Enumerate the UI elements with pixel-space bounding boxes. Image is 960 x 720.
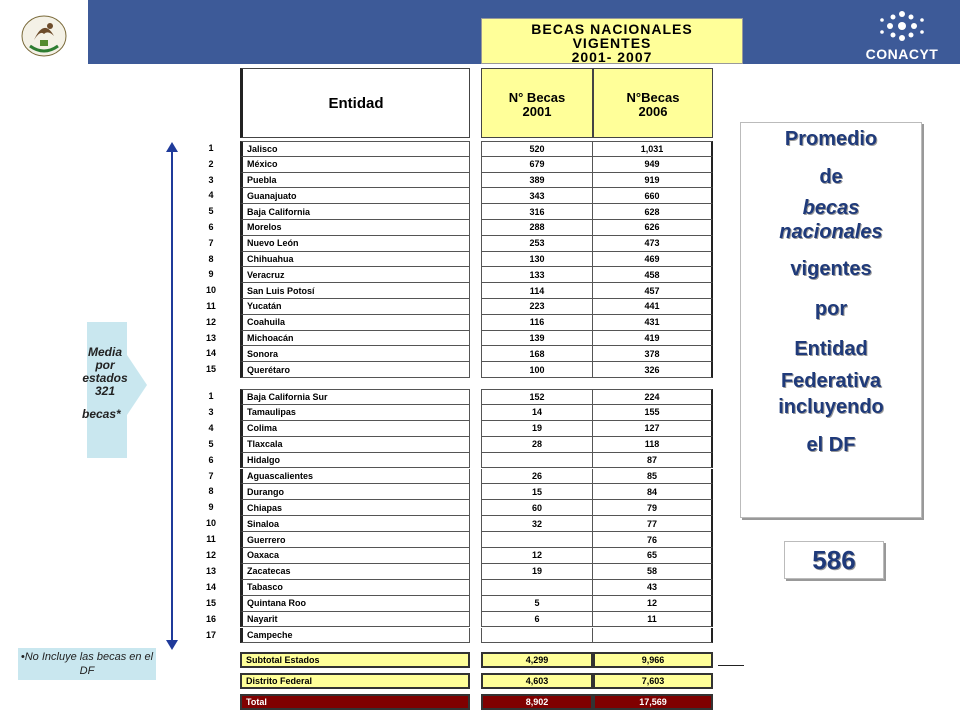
table-row-2006: 919 [593, 173, 713, 189]
table-row-2006: 473 [593, 236, 713, 252]
rank-number: 8 [208, 486, 214, 497]
table-row-2001: 100 [481, 362, 593, 378]
table-row-entidad: Chihuahua [240, 252, 470, 268]
conacyt-emblem-icon [852, 6, 952, 46]
table-row-entidad: Jalisco [240, 141, 470, 157]
table-row-2001: 60 [481, 500, 593, 516]
table-row-2001: 6 [481, 612, 593, 628]
table-row-2001: 253 [481, 236, 593, 252]
rank-number: 1 [208, 143, 214, 153]
table-row-2006: 1,031 [593, 141, 713, 157]
table-row-entidad: México [240, 157, 470, 173]
rank-number: 9 [208, 269, 214, 280]
table-row-2001: 316 [481, 204, 593, 220]
rank-number: 14 [205, 581, 216, 592]
table-row-2001: 133 [481, 267, 593, 283]
table-row-2001: 288 [481, 220, 593, 236]
rank-number: 6 [208, 222, 214, 232]
table-row-2006: 378 [593, 346, 713, 362]
table-row-2006: 65 [593, 548, 713, 564]
table-row-entidad: Nayarit [240, 612, 470, 628]
table-row-2001: 28 [481, 437, 593, 453]
promedio-line-4: nacionales [779, 221, 883, 243]
header-entidad [240, 68, 470, 138]
df-label: Distrito Federal [240, 673, 470, 689]
table-row-entidad: Sonora [240, 346, 470, 362]
rank-number: 8 [208, 253, 214, 264]
promedio-line-9: incluyendo [778, 396, 884, 418]
table-row-entidad: Querétaro [240, 362, 470, 378]
logo-text: CONACYT [865, 46, 939, 62]
rank-number: 15 [205, 364, 216, 375]
table-row-2001: 152 [481, 389, 593, 405]
table-row-2006: 127 [593, 421, 713, 437]
rank-number: 5 [208, 438, 214, 449]
rank-number: 13 [205, 565, 216, 576]
header-2006-line2: 2006 [638, 104, 668, 119]
table-row-2001: 15 [481, 484, 593, 500]
table-row-2001: 26 [481, 469, 593, 485]
table-row-2006: 660 [593, 188, 713, 204]
footnote-text: •No Incluye las becas en el DF [20, 651, 154, 677]
table-row-2006: 79 [593, 500, 713, 516]
table-row-entidad: Guanajuato [240, 188, 470, 204]
table-row-entidad: Michoacán [240, 331, 470, 347]
rank-number: 16 [205, 613, 216, 624]
table-row-2001: 32 [481, 516, 593, 532]
table-row-2001 [481, 628, 593, 644]
title-line-1: BECAS NACIONALES [531, 21, 693, 37]
table-row-2001: 343 [481, 188, 593, 204]
range-arrow-icon [162, 140, 182, 652]
promedio-box [740, 122, 922, 518]
promedio-line-10: el DF [806, 434, 856, 456]
table-row-2006: 457 [593, 283, 713, 299]
table-row-entidad: Aguascalientes [240, 469, 470, 485]
table-row-2006: 77 [593, 516, 713, 532]
slide-title [481, 18, 743, 64]
table-row-entidad: Campeche [240, 628, 470, 644]
table-row-2006: 43 [593, 580, 713, 596]
rank-number: 2 [208, 158, 214, 169]
header-2001-line2: 2001 [522, 104, 552, 119]
rank-number: 4 [208, 422, 214, 433]
table-row-2001: 12 [481, 548, 593, 564]
table-row-entidad: San Luis Potosí [240, 283, 470, 299]
table-row-2006 [593, 628, 713, 644]
header-2001 [481, 68, 593, 138]
table-row-2001: 114 [481, 283, 593, 299]
mexico-seal-icon [0, 0, 88, 64]
table-row-2006: 419 [593, 331, 713, 347]
rank-number: 1 [208, 391, 214, 401]
table-row-entidad: Puebla [240, 173, 470, 189]
rank-number: 10 [205, 518, 216, 529]
table-row-2001 [481, 532, 593, 548]
table-row-2001: 19 [481, 421, 593, 437]
table-row-entidad: Veracruz [240, 267, 470, 283]
table-row-2006: 628 [593, 204, 713, 220]
table-row-2006: 87 [593, 453, 713, 469]
rank-number: 12 [205, 550, 216, 560]
total-2006: 17,569 [593, 694, 713, 710]
table-row-2006: 431 [593, 315, 713, 331]
promedio-value [784, 541, 884, 579]
rank-number: 11 [206, 534, 216, 545]
table-row-entidad: Yucatán [240, 299, 470, 315]
table-row-entidad: Sinaloa [240, 516, 470, 532]
table-row-entidad: Durango [240, 484, 470, 500]
rank-number: 7 [208, 237, 214, 248]
table-row-entidad: Quintana Roo [240, 596, 470, 612]
rank-number: 12 [205, 316, 216, 327]
seal-area [0, 0, 88, 64]
promedio-line-1: Promedio [784, 128, 878, 150]
table-row-2006: 85 [593, 469, 713, 485]
table-row-2006: 155 [593, 405, 713, 421]
table-row-entidad: Tamaulipas [240, 405, 470, 421]
table-row-entidad: Baja California [240, 204, 470, 220]
rank-number: 14 [205, 348, 216, 359]
table-row-entidad: Nuevo León [240, 236, 470, 252]
promedio-line-5: vigentes [790, 258, 872, 280]
rank-number: 15 [205, 597, 216, 608]
rank-number: 3 [208, 406, 214, 417]
media-line-1: Media [87, 345, 122, 359]
table-row-2006: 326 [593, 362, 713, 378]
header-2006 [593, 68, 713, 138]
table-row-2006: 458 [593, 267, 713, 283]
media-line-3: estados [82, 371, 128, 385]
table-row-2001 [481, 580, 593, 596]
table-row-2006: 224 [593, 389, 713, 405]
table-row-entidad: Oaxaca [240, 548, 470, 564]
table-row-entidad: Tlaxcala [240, 437, 470, 453]
media-line-6: becas* [82, 407, 121, 421]
table-row-2001: 14 [481, 405, 593, 421]
promedio-line-6: por [814, 298, 848, 320]
table-row-2001: 139 [481, 331, 593, 347]
media-text [72, 346, 138, 421]
table-row-2001: 520 [481, 141, 593, 157]
table-row-2006: 76 [593, 532, 713, 548]
table-row-2001 [481, 453, 593, 469]
table-row-entidad: Hidalgo [240, 453, 470, 469]
table-row-2006: 469 [593, 252, 713, 268]
promedio-line-2: de [819, 166, 843, 188]
table-row-entidad: Guerrero [240, 532, 470, 548]
media-line-2: por [95, 358, 115, 372]
table-row-entidad: Baja California Sur [240, 389, 470, 405]
table-row-2006: 84 [593, 484, 713, 500]
table-row-2006: 118 [593, 437, 713, 453]
table-row-entidad: Colima [240, 421, 470, 437]
table-row-2001: 130 [481, 252, 593, 268]
title-line-3: 2001- 2007 [571, 49, 653, 65]
rank-number: 17 [205, 629, 216, 640]
promedio-line-7: Entidad [794, 338, 868, 360]
header-2001-line1: N° Becas [508, 90, 566, 105]
table-row-2001: 223 [481, 299, 593, 315]
promedio-line-3: becas [802, 197, 860, 219]
title-line-2: VIGENTES [572, 35, 652, 51]
table-row-2001: 168 [481, 346, 593, 362]
df-2006: 7,603 [593, 673, 713, 689]
promedio-line-8: Federativa [780, 370, 882, 392]
rank-number: 5 [208, 206, 214, 217]
table-row-2001: 5 [481, 596, 593, 612]
header-2006-line1: N°Becas [626, 90, 680, 105]
table-row-2001: 679 [481, 157, 593, 173]
table-row-2006: 58 [593, 564, 713, 580]
rank-number: 3 [208, 174, 214, 185]
table-row-entidad: Morelos [240, 220, 470, 236]
table-row-entidad: Tabasco [240, 580, 470, 596]
conacyt-logo [852, 6, 952, 62]
table-row-2006: 626 [593, 220, 713, 236]
table-row-2001: 19 [481, 564, 593, 580]
rank-number: 10 [205, 285, 216, 296]
df-2001: 4,603 [481, 673, 593, 689]
rank-number: 9 [208, 502, 214, 513]
table-row-2006: 441 [593, 299, 713, 315]
table-row-entidad: Coahuila [240, 315, 470, 331]
promedio-value-text: 586 [812, 545, 856, 575]
subtotal-2001: 4,299 [481, 652, 593, 668]
table-row-entidad: Chiapas [240, 500, 470, 516]
media-line-4: 321 [94, 384, 116, 398]
subtotal-2006: 9,966 [593, 652, 713, 668]
rank-number: 6 [208, 454, 214, 465]
total-label: Total [240, 694, 470, 710]
footnote [18, 648, 156, 680]
table-row-entidad: Zacatecas [240, 564, 470, 580]
table-row-2001: 389 [481, 173, 593, 189]
table-row-2006: 949 [593, 157, 713, 173]
rank-number: 4 [208, 190, 214, 201]
table-row-2006: 12 [593, 596, 713, 612]
total-2001: 8,902 [481, 694, 593, 710]
rank-number: 13 [205, 332, 216, 343]
table-row-2001: 116 [481, 315, 593, 331]
subtotal-label: Subtotal Estados [240, 652, 470, 668]
header-entidad-label: Entidad [328, 94, 384, 112]
rank-number: 7 [208, 470, 214, 481]
subtotal-tail-line [718, 665, 744, 666]
rank-number: 11 [206, 301, 216, 311]
table-row-2006: 11 [593, 612, 713, 628]
